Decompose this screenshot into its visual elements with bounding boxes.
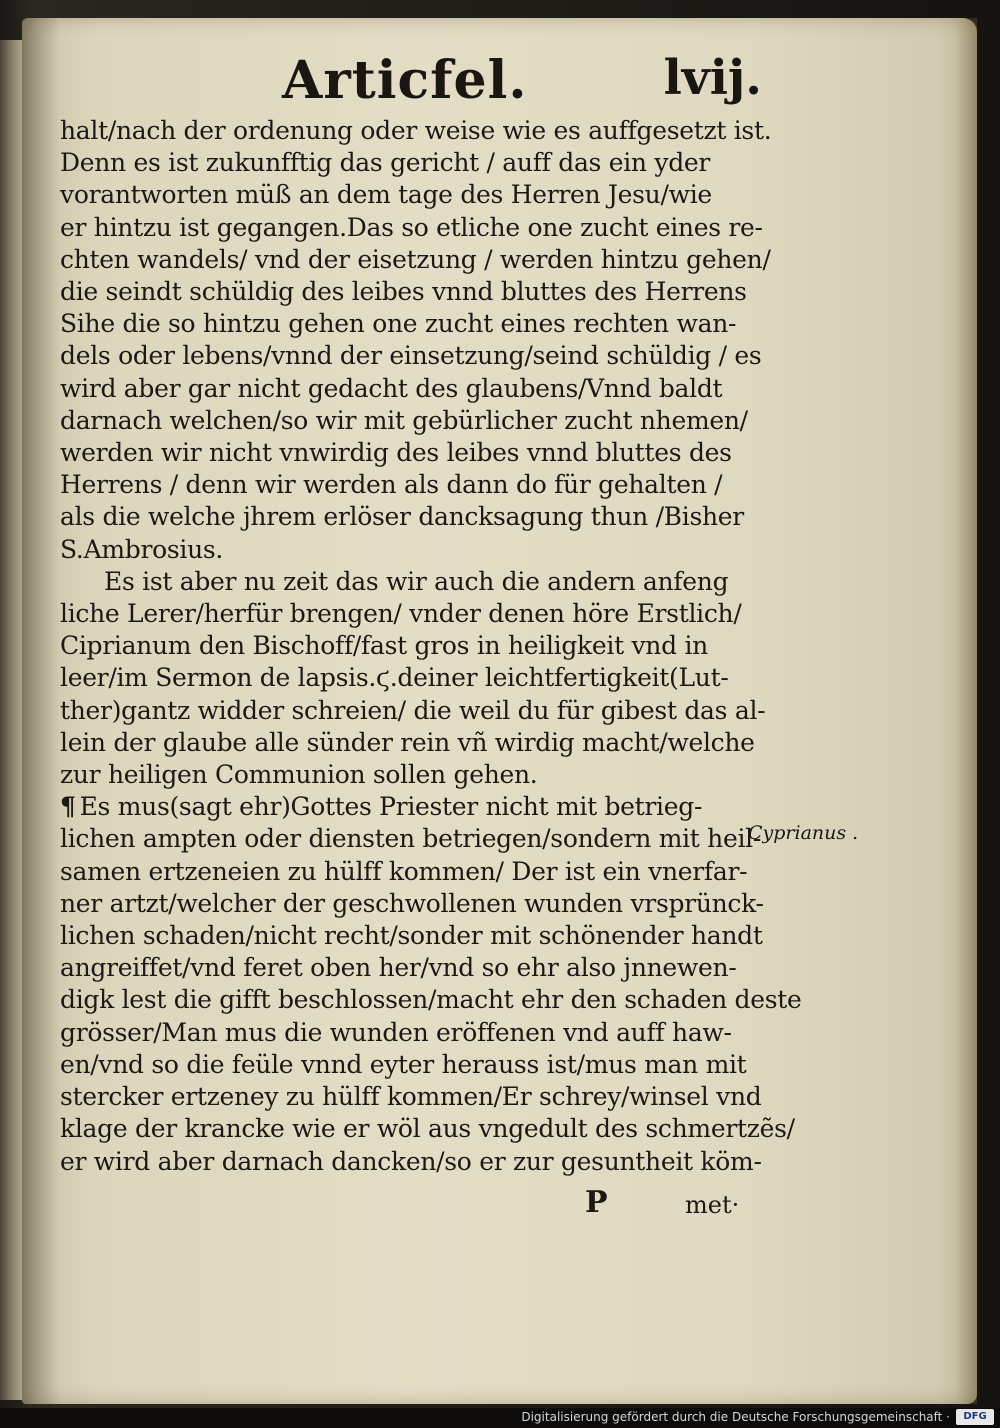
text-line: Sihe die so hintzu gehen one zucht eines rechten wan- <box>60 309 737 339</box>
text-line: als die welche jhrem erlöser dancksagung thun /Bisher <box>60 502 744 532</box>
text-line: zur heiligen Communion sollen gehen. <box>60 760 538 790</box>
text-line: Denn es ist zukunfftig das gericht / auff das ein yder <box>60 148 711 178</box>
text-line: chten wandels/ vnd der eisetzung / werden hintzu gehen/ <box>60 244 771 274</box>
text-line: digk lest die gifft beschlossen/macht ehr den schaden deste <box>60 985 802 1015</box>
text-line: lichen ampten oder diensten betriegen/sondern mit heil- <box>60 824 762 854</box>
text-line: halt/nach der ordenung oder weise wie es auffgesetzt ist. <box>60 116 772 145</box>
gutter-shadow <box>22 18 60 1404</box>
text-line: angreiffet/vnd feret oben her/vnd so ehr also jnnewen- <box>60 953 737 983</box>
text-line-with-pilcrow <box>60 791 760 823</box>
running-head: Articfel. <box>282 50 528 111</box>
text-line: leer/im Sermon de lapsis.ϛ.deiner leichtfertigkeit(Lut- <box>60 663 729 693</box>
text-line: lichen schaden/nicht recht/sonder mit schönender handt <box>60 921 763 951</box>
text-line: klage der krancke wie er wöl aus vngedult des schmertzẽs/ <box>60 1114 795 1144</box>
text-line: stercker ertzeney zu hülff kommen/Er schrey/winsel vnd <box>60 1082 762 1112</box>
text-line: samen ertzeneien zu hülff kommen/ Der ist ein vnerfar- <box>60 856 748 886</box>
funding-credit: Digitalisierung gefördert durch die Deutsche Forschungsgemeinschaft · <box>521 1410 950 1424</box>
main-text-block <box>60 115 802 1178</box>
signature-mark: P <box>585 1185 608 1220</box>
text-line: er hintzu ist gegangen.Das so etliche one zucht eines re- <box>60 212 763 242</box>
page-header <box>262 50 772 120</box>
text-line: Ciprianum den Bischoff/fast gros in heiligkeit vnd in <box>60 631 708 661</box>
text-line: vorantworten müß an dem tage des Herren Jesu/wie <box>60 180 712 210</box>
folio-number: lvij. <box>663 50 762 106</box>
text-line: ner artzt/welcher der geschwollenen wunden vrsprünck- <box>60 888 764 918</box>
text-line: lein der glaube alle sünder rein vñ wirdig macht/welche <box>60 727 755 757</box>
text-line: darnach welchen/so wir mit gebürlicher zucht nhemen/ <box>60 405 748 435</box>
text-line: Es mus(sagt ehr)Gottes Priester nicht mit betrieg- <box>79 792 703 822</box>
catchword: met· <box>685 1191 740 1219</box>
page-footer-marks <box>585 1185 765 1225</box>
text-line: ther)gantz widder schreien/ die weil du für gibest das al- <box>60 695 766 725</box>
text-line: liche Lerer/herfür brengen/ vnder denen höre Erstlich/ <box>60 599 742 629</box>
paragraph-mark: ¶ <box>60 792 76 822</box>
footer-bar <box>0 1408 1000 1428</box>
text-line: dels oder lebens/vnnd der einsetzung/seind schüldig / es <box>60 341 762 371</box>
page-fore-edge <box>955 18 977 1404</box>
text-line: werden wir nicht vnwirdig des leibes vnnd bluttes des <box>60 438 732 468</box>
text-line: S.Ambrosius. <box>60 534 224 564</box>
text-line: Herrens / denn wir werden als dann do für gehalten / <box>60 470 723 500</box>
text-line: Es ist aber nu zeit das wir auch die andern anfeng <box>104 566 729 596</box>
text-line: en/vnd so die feüle vnnd eyter herauss ist/mus man mit <box>60 1049 747 1079</box>
dfg-logo: DFG <box>956 1409 994 1425</box>
text-line: wird aber gar nicht gedacht des glaubens/Vnnd baldt <box>60 373 723 403</box>
text-line: die seindt schüldig des leibes vnnd bluttes des Herrens <box>60 277 747 307</box>
text-line: er wird aber darnach dancken/so er zur gesuntheit köm- <box>60 1146 762 1176</box>
marginal-note: Cyprianus . <box>748 822 859 844</box>
text-line: grösser/Man mus die wunden eröffenen vnd auff haw- <box>60 1017 732 1047</box>
facing-page-edge <box>0 40 24 1400</box>
